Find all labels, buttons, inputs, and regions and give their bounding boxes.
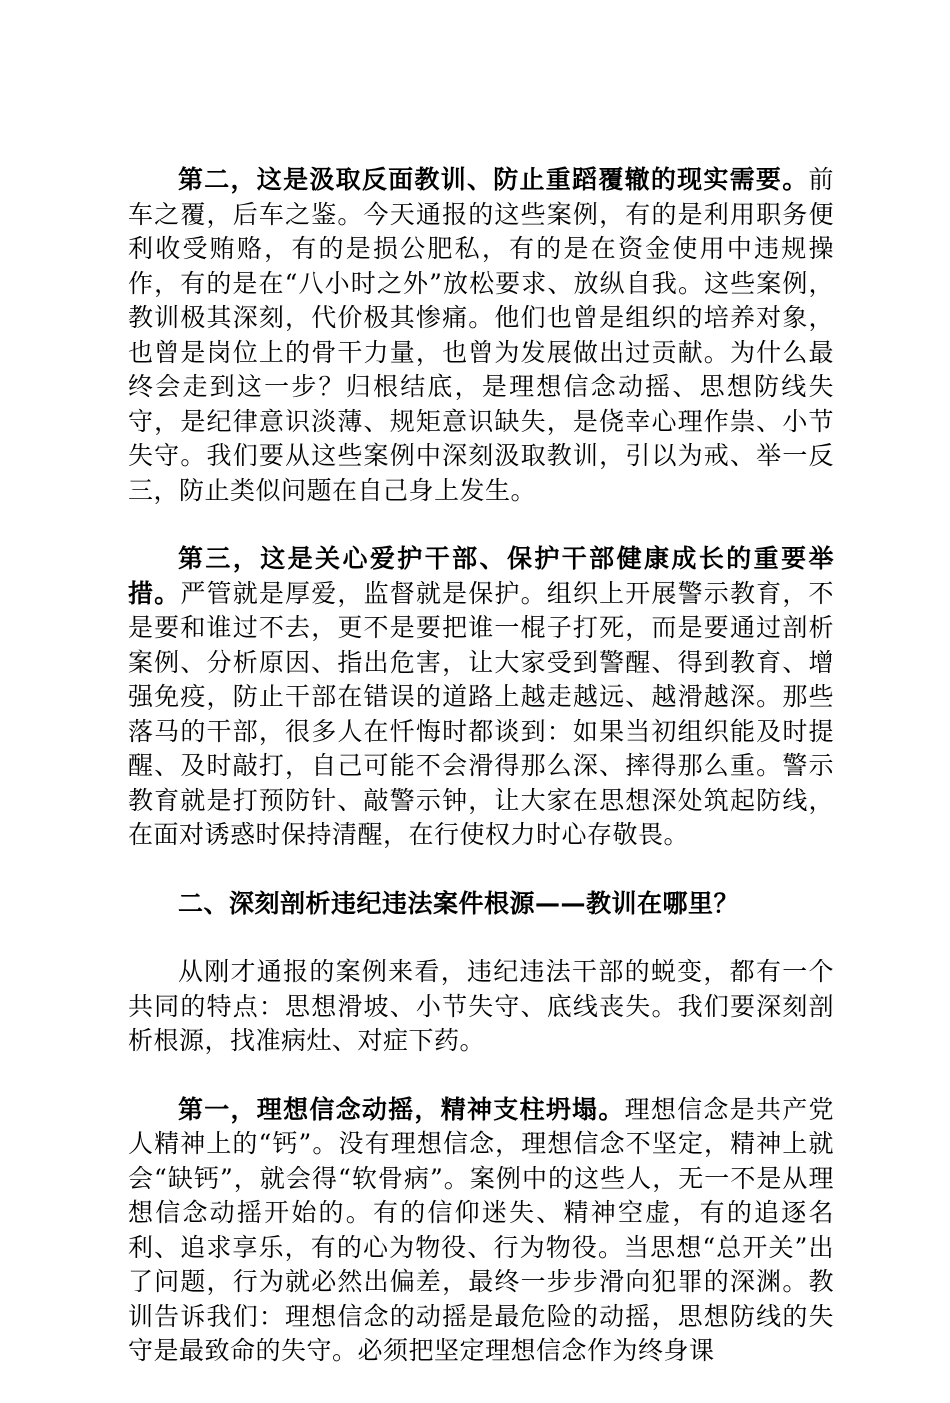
paragraph-third-point [128, 542, 834, 853]
paragraph-body: 严管就是厚爱，监督就是保护。组织上开展警示教育，不是要和谁过不去，更不是要把谁一棍子打死，而是要通过剖析案例、分析原因、指出危害，让大家受到警醒、得到教育、增强免疫，防止干部在错误的道路上越走越远、越滑越深。那些落马的干部，很多人在忏悔时都谈到：如果当初组织能及时提醒、及时敲打，自己可能不会滑得那么深、摔得那么重。警示教育就是打预防针、敲警示钟，让大家在思想深处筑起防线，在面对诱惑时保持清醒，在行使权力时心存敬畏。 [128, 578, 834, 849]
paragraph-lead: 第一，理想信念动摇，精神支柱坍塌。 [178, 1094, 625, 1124]
document-page [128, 163, 834, 1403]
paragraph-first-point [128, 1093, 834, 1369]
section-intro: 从刚才通报的案例来看，违纪违法干部的蜕变，都有一个共同的特点：思想滑坡、小节失守、底线丧失。我们要深刻剖析根源，找准病灶、对症下药。 [128, 957, 834, 1055]
paragraph-lead: 第二，这是汲取反面教训、防止重蹈覆辙的现实需要。 [178, 165, 809, 194]
paragraph-body: 理想信念是共产党人精神上的“钙”。没有理想信念，理想信念不坚定，精神上就会“缺钙”，就会得“软骨病”。案例中的这些人，无一不是从理想信念动摇开始的。有的信仰迷失、精神空虚，有的追逐名利、追求享乐，有的心为物役、行为物役。当思想“总开关”出了问题，行为就必然出偏差，最终一步步滑向犯罪的深渊。教训告诉我们：理想信念的动摇是最危险的动摇，思想防线的失守是最致命的失守。必须把坚定理想信念作为终身课 [128, 1094, 834, 1365]
paragraph-second-point [128, 163, 834, 508]
paragraph-lead: 第三，这是关心爱护干部、保护干部健康成长的重要举措。 [128, 544, 834, 608]
section-heading: 二、深刻剖析违纪违法案件根源——教训在哪里？ [178, 888, 740, 918]
paragraph-body: 前车之覆，后车之鉴。今天通报的这些案例，有的是利用职务便利收受贿赂，有的是损公肥私，有的是在资金使用中违规操作，有的是在“八小时之外”放松要求、放纵自我。这些案例，教训极其深刻，代价极其惨痛。他们也曾是组织的培养对象，也曾是岗位上的骨干力量，也曾为发展做出过贡献。为什么最终会走到这一步？归根结底，是理想信念动摇、思想防线失守，是纪律意识淡薄、规矩意识缺失，是侥幸心理作祟、小节失守。我们要从这些案例中深刻汲取教训，引以为戒、举一反三，防止类似问题在自己身上发生。 [128, 165, 834, 505]
